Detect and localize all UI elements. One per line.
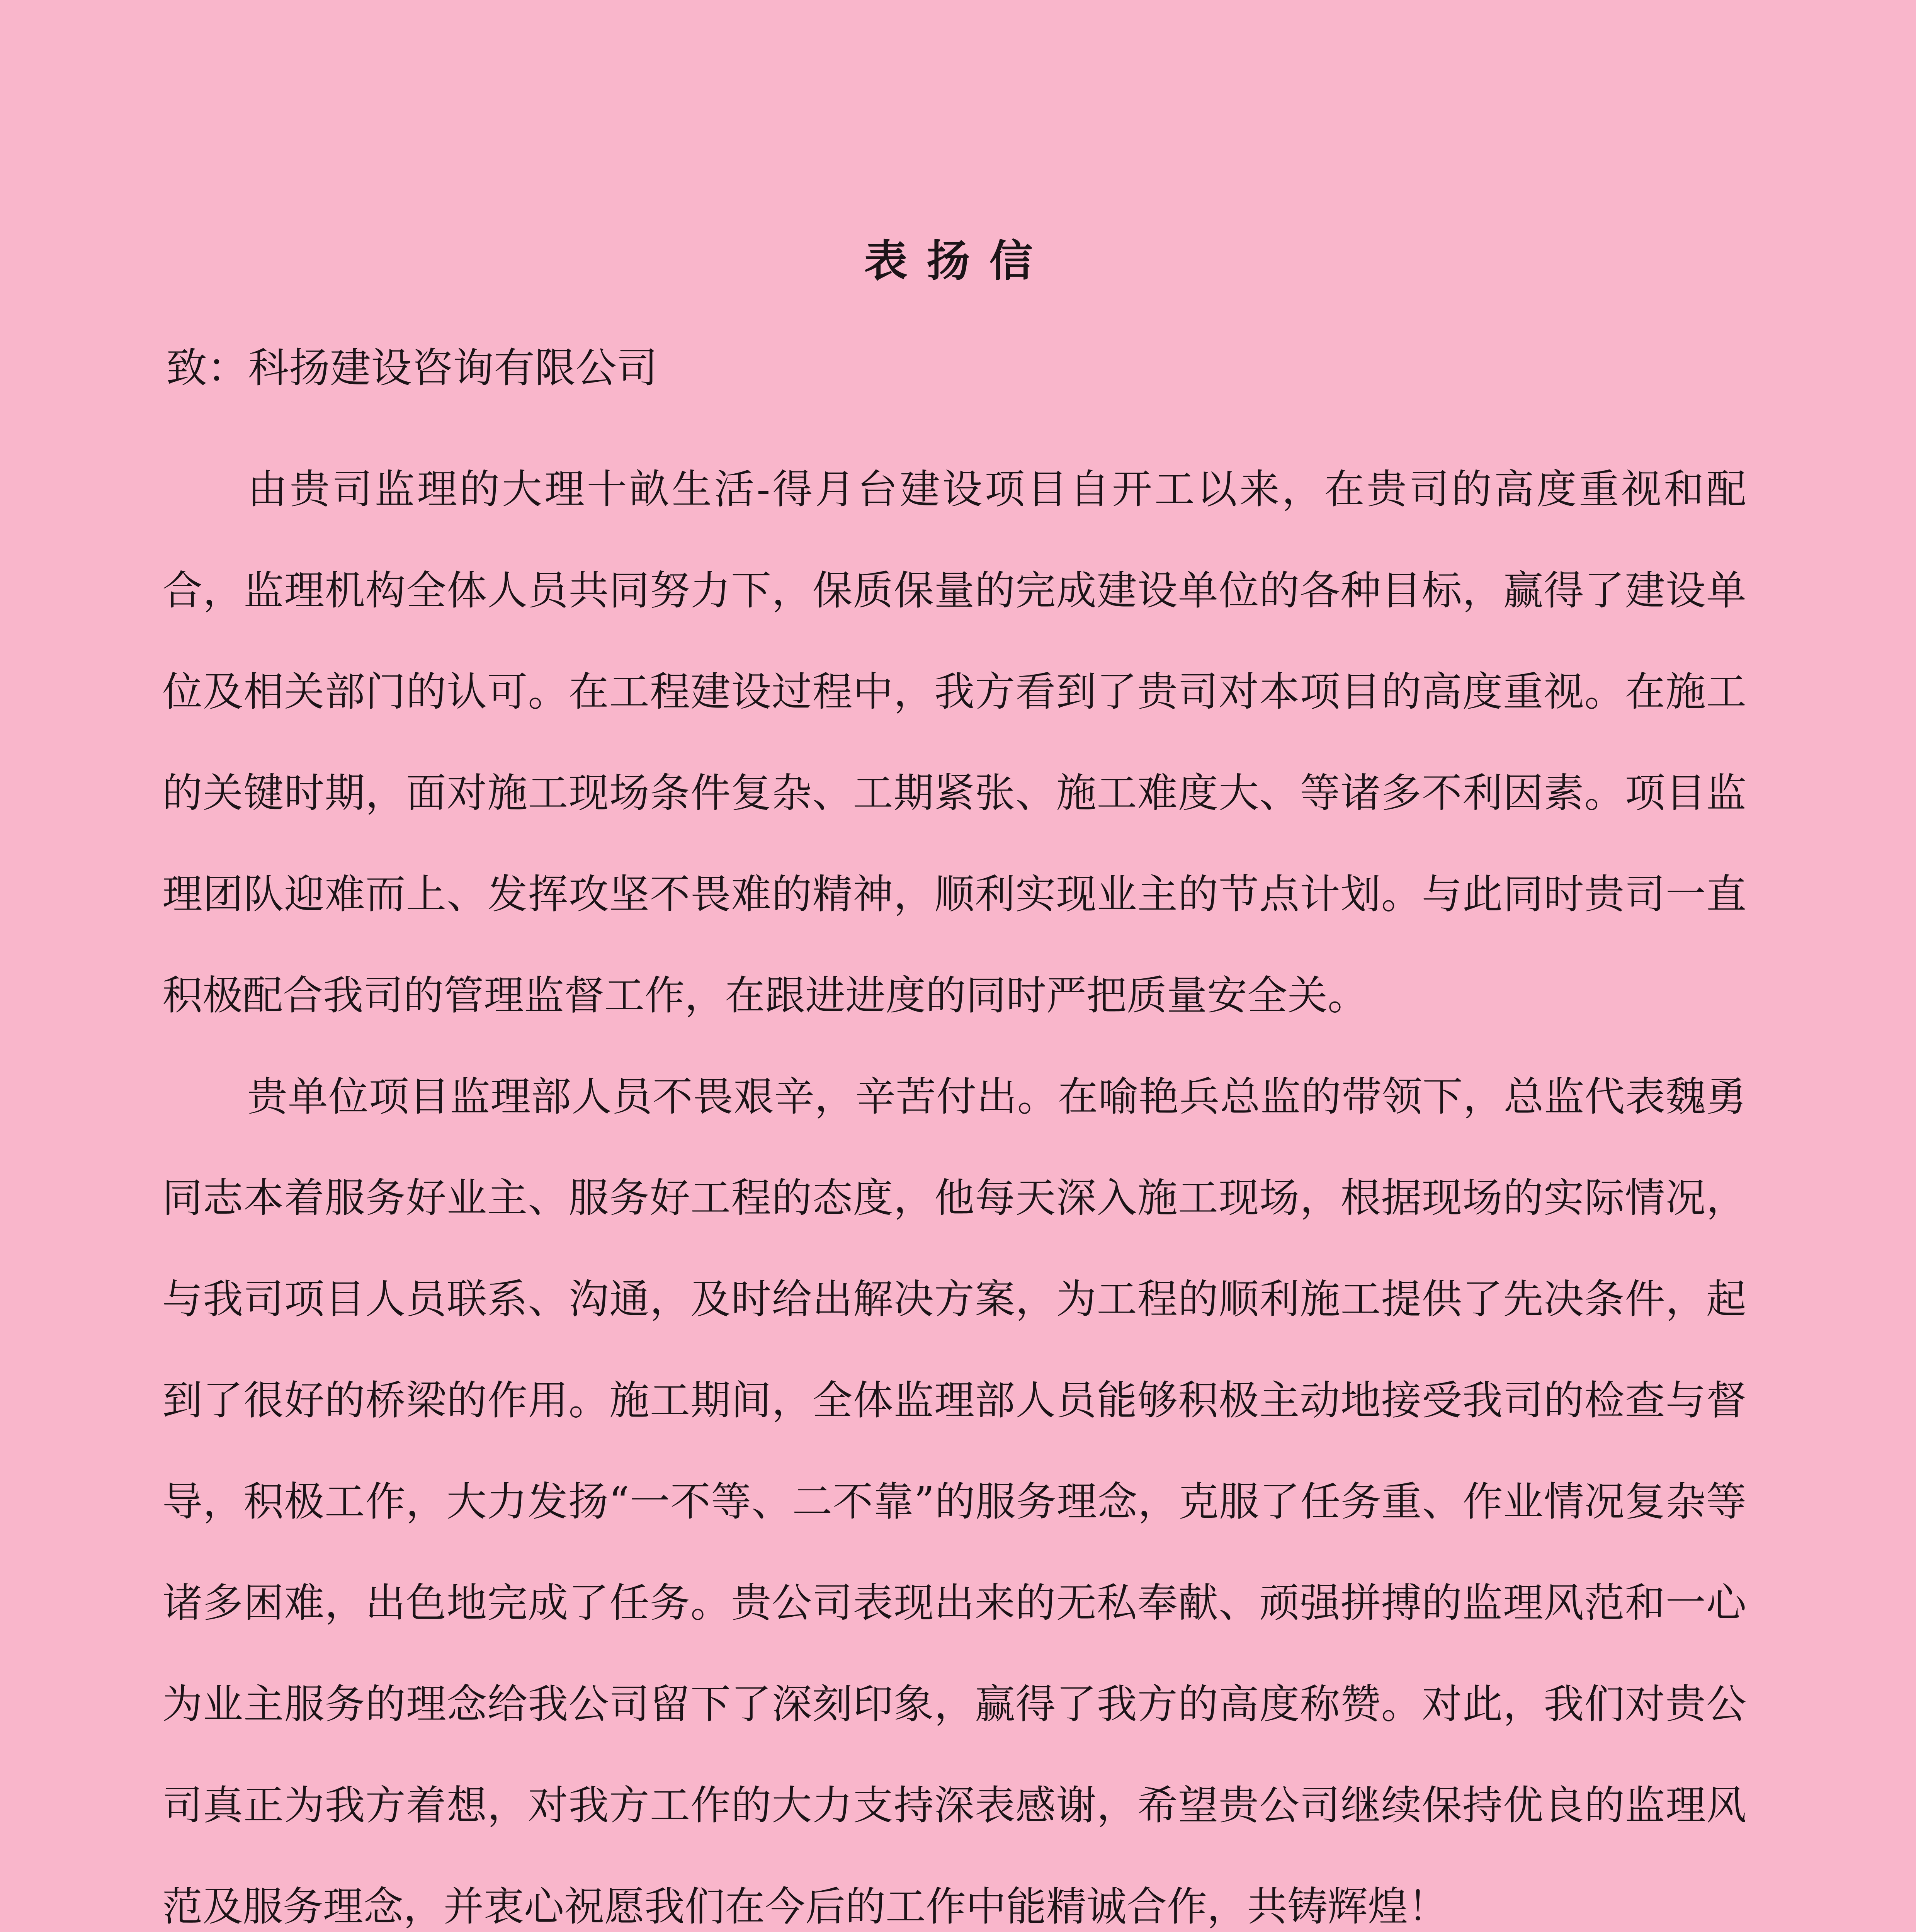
body-paragraph: 由贵司监理的大理十畝生活-得月台建设项目自开工以来，在贵司的高度重视和配合，监理机构全体人员共同努力下，保质保量的完成建设单位的各种目标，赢得了建设单位及相关部门的认可。在工程建设过程中，我方看到了贵司对本项目的高度重视。在施工的关键时期，面对施工现场条件复杂、工期紧张、施工难度大、等诸多不利因素。项目监理团队迎难而上、发挥攻坚不畏难的精神，顺利实现业主的节点计划。与此同时贵司一直积极配合我司的管理监督工作，在跟进进度的同时严把质量安全关。 — [162, 466, 1746, 1019]
page-title: 表扬信 — [864, 236, 1052, 286]
letter-body — [162, 439, 1746, 1932]
body-paragraph: 贵单位项目监理部人员不畏艰辛，辛苦付出。在喻艳兵总监的带领下，总监代表魏勇同志本着服务好业主、服务好工程的态度，他每天深入施工现场，根据现场的实际情况，与我司项目人员联系、沟通，及时给出解决方案，为工程的顺利施工提供了先决条件，起到了很好的桥梁的作用。施工期间，全体监理部人员能够积极主动地接受我司的检查与督导，积极工作，大力发扬“一不等、二不靠”的服务理念，克服了任务重、作业情况复杂等诸多困难，出色地完成了任务。贵公司表现出来的无私奉献、顽强拼搏的监理风范和一心为业主服务的理念给我公司留下了深刻印象，赢得了我方的高度称赞。对此，我们对贵公司真正为我方着想，对我方工作的大力支持深表感谢，希望贵公司继续保持优良的监理风范及服务理念，并衷心祝愿我们在今后的工作中能精诚合作，共铸辉煌！ — [162, 1073, 1746, 1930]
addressee-line: 致：科扬建设咨询有限公司 — [166, 344, 658, 392]
